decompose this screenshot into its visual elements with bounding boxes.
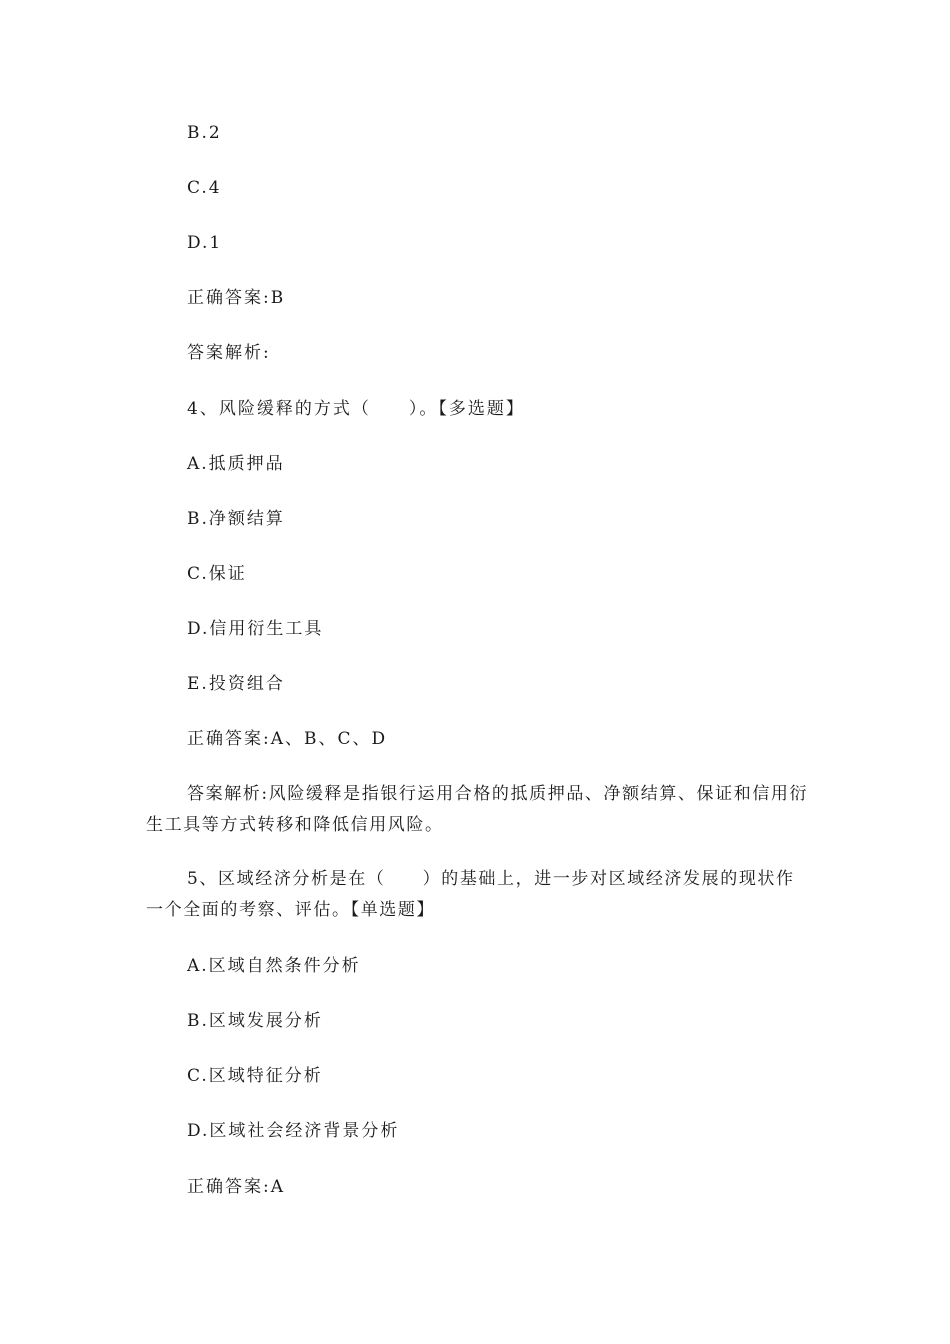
q5-option-d: D.区域社会经济背景分析	[187, 1121, 400, 1141]
q5-stem: 5、区域经济分析是在（ ）的基础上，进一步对区域经济发展的现状作一个全面的考察、评估。【单选题】	[146, 869, 795, 920]
q5-answer: 正确答案:A	[187, 1177, 286, 1197]
q4-option-d: D.信用衍生工具	[187, 619, 324, 639]
q4-option-e: E.投资组合	[187, 674, 285, 694]
q4-stem: 4、风险缓释的方式（ ）。【多选题】	[187, 399, 525, 419]
q3-answer: 正确答案:B	[187, 288, 286, 308]
q4-option-a: A.抵质押品	[187, 454, 285, 474]
q4-answer: 正确答案:A、B、C、D	[187, 729, 388, 749]
q5-option-a: A.区域自然条件分析	[187, 956, 361, 976]
q4-option-b: B.净额结算	[187, 509, 285, 529]
q3-option-d: D.1	[187, 233, 223, 253]
q5-option-c: C.区域特征分析	[187, 1066, 323, 1086]
q4-option-c: C.保证	[187, 564, 247, 584]
q3-analysis: 答案解析:	[187, 343, 271, 363]
q5-option-b: B.区域发展分析	[187, 1011, 323, 1031]
q4-analysis: 答案解析:风险缓释是指银行运用合格的抵质押品、净额结算、保证和信用衍生工具等方式转移和降低信用风险。	[146, 784, 809, 835]
q3-option-b: B.2	[187, 123, 222, 143]
q3-option-c: C.4	[187, 178, 222, 198]
